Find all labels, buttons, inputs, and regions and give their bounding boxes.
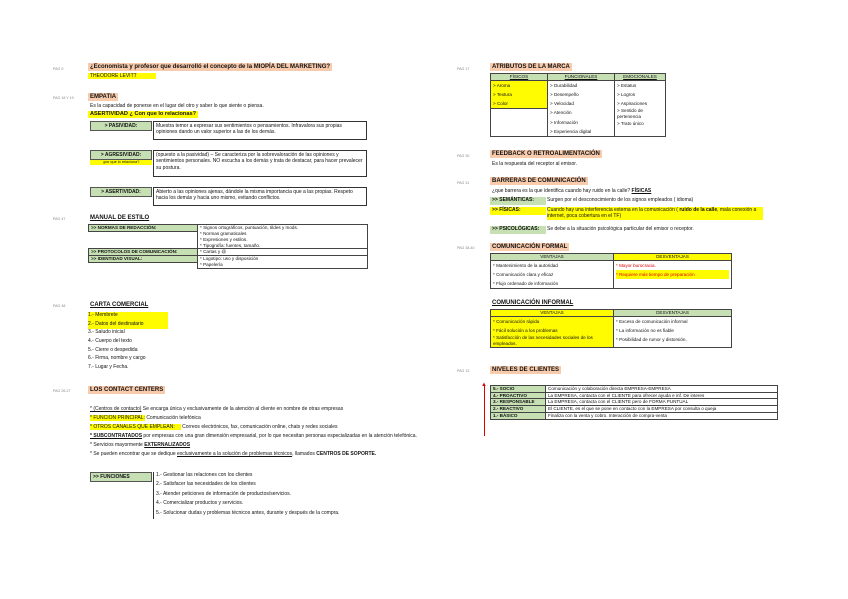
text: CENTROS DE SOPORTE.: [316, 451, 377, 457]
page-ref: PAG 13: [457, 369, 470, 373]
text: Cuando hay una interferencia externa en la comunicación (: [547, 207, 680, 213]
level-desc: La EMPRESA, contacta con el CLIENTE pero de FORMA PUNTUAL: [546, 399, 778, 406]
label-protocolos: >> PROTOCOLOS DE COMUNICACIÓN:: [89, 249, 198, 256]
text-asertividad: Abierto a las opiniones ajenas, dándole la misma importancia que a las propias. Respeto hacia los demás y hacia uno mismo, evitando conflictos.: [153, 187, 367, 206]
section-title: BARRERAS DE COMUNICACIÓN: [492, 178, 586, 184]
item: * Papelería: [198, 262, 368, 268]
item: > Atención: [550, 110, 572, 116]
list-item: 2.- Satisfacer las necesidades de los clientes: [156, 481, 256, 488]
section-title: NIVELES DE CLIENTES: [492, 367, 560, 373]
item: * Posibilidad de rumor y distorsión.: [616, 337, 687, 343]
header: FUNCIONALES: [548, 74, 615, 81]
feedback-text: Es la respuesta del receptor al emisor.: [492, 161, 578, 167]
arrow-up-icon: ▲: [481, 382, 487, 388]
item: * Comunicación clara y eficaz: [493, 271, 554, 277]
barriers-question: [492, 188, 651, 194]
item: > Trato único: [617, 121, 644, 127]
page-ref: PAG 31: [457, 181, 470, 185]
label-pasividad: > PASIVIDAD:: [90, 121, 152, 131]
header: VENTAJAS: [491, 310, 614, 317]
item: > Color: [493, 101, 508, 107]
cell: [615, 80, 666, 137]
list-item: 1.- Membrete: [88, 312, 168, 321]
item: * Satisfacción de las necesidades sociales de los empleados.: [493, 335, 593, 347]
list-item: 4.- Comercializar productos y servicios.: [156, 500, 244, 507]
item: > Experiencia digital: [550, 128, 592, 134]
label-psicologicas: >> PSICOLÓGICAS:: [490, 226, 546, 234]
item: * Exceso de comunicación informal: [616, 318, 688, 324]
section-title: ATRIBUTOS DE LA MARCA: [492, 64, 570, 70]
cc-line: [90, 415, 201, 421]
header: FÍSICOS: [491, 74, 548, 81]
section-title: COMUNICACIÓN INFORMAL: [492, 300, 574, 306]
text: * SUBCONTRATADOS: [90, 433, 143, 439]
level-desc: Finaliza con la venta y cobro. Interacción de compra-venta: [546, 412, 778, 419]
item: * La información no es fiable: [616, 327, 674, 333]
cell: [491, 316, 614, 347]
cell: [491, 260, 614, 289]
cc-line: [90, 433, 417, 439]
section-title: CARTA COMERCIAL: [90, 302, 149, 308]
text: , mala conexión a internet, poca cobertura en el TF): [547, 207, 757, 220]
list-item: 2.- Datos del destinatario: [88, 321, 168, 330]
label-agresividad: > AGRESIVIDAD:: [90, 150, 152, 160]
label-semanticas: >> SEMÁNTICAS:: [490, 197, 546, 205]
level-desc: La EMPRESA, contacta con el CLIENTE para ofrecer ayuda e inf. De interes: [546, 392, 778, 399]
page-ref: PAG 30: [457, 154, 470, 158]
list-item: 5.- Solucionar dudas y problemas técnicos antes, durante y después de la compra.: [156, 509, 340, 516]
item: > Velocidad: [550, 101, 574, 107]
label-fisicas: >> FÍSICAS:: [490, 207, 546, 215]
level-label: 2.- REACTIVO: [491, 406, 546, 413]
formal-comm-table: [490, 253, 732, 289]
item: * Flujo ordenado de información: [493, 281, 559, 287]
level-desc: El CLIENTE, es el que se pone en contacto con la EMPRESA por consulta o queja: [546, 406, 778, 413]
item: * Normas gramaticales: [198, 231, 368, 237]
list-item: 3.- Atender peticiones de información de productos/servicios.: [156, 490, 292, 497]
text-fisicas: [547, 207, 763, 220]
item: * Fácil solución a los problemas: [493, 327, 558, 333]
list-item: 1.- Gestionar las relaciones con los clientes: [156, 472, 253, 478]
text: exclusivamente a la solución de problemas técnicos: [177, 451, 293, 457]
item: > Estatus: [617, 82, 637, 88]
letter-parts-list: [88, 312, 168, 373]
header: VENTAJAS: [491, 254, 614, 261]
page-ref: PAG 47: [53, 217, 66, 221]
text: * Se pueden encontrar que se dedique: [90, 451, 178, 457]
cc-line: [90, 406, 343, 412]
item: * Expresiones y estilos.: [198, 237, 368, 243]
text: Correos electrónicos, fax, comunicación online, chats y redes sociales: [182, 424, 338, 430]
brand-attributes-table: [490, 73, 666, 137]
item: * Tipografía: fuentes, tamaño.: [198, 243, 368, 249]
section-title: LOS CONTACT CENTERS: [90, 387, 164, 393]
cc-line: [90, 442, 190, 448]
cell: [491, 80, 548, 109]
cell: [491, 109, 548, 137]
definition: Es la capacidad de ponerse en el lugar del otro y saber lo que siente o piensa.: [90, 103, 264, 109]
functions-list: [153, 472, 339, 519]
level-label: 5.- SOCIO: [491, 386, 546, 393]
text-pasividad: Muestra temor a expresar sus sentimientos o pensamientos. Infravalora sus propias opiniones dando un valor superior a las de los demás.: [153, 121, 367, 140]
text: * Servicios mayormente: [90, 442, 145, 448]
header: DESVENTAJAS: [614, 310, 732, 317]
page-ref: PAG 38-40: [457, 246, 475, 250]
item: > Aspiraciones: [617, 101, 648, 107]
text: Comunicación telefónica: [146, 415, 201, 421]
text: por empresas con una gran dimensión empresarial, por lo que necesitan personas especializadas en la atención telefónica.: [142, 433, 417, 439]
item: > Aroma: [493, 82, 511, 88]
text: Se encarga única y exclusivamente de la atención al cliente en nombre de otras empresas: [141, 406, 344, 412]
item: * Mantenimiento de la autoridad: [493, 262, 558, 268]
text: * OTROS CANALES QUE EMPLEAN:: [90, 424, 181, 430]
item: > Desempeño: [550, 91, 579, 97]
text: * (Centros de contacto): [90, 406, 142, 412]
text: ¿que barrera es la que identifica cuando hay ruido en la calle?: [492, 188, 632, 194]
page-ref: PAG 17: [457, 67, 470, 71]
subtitle: ASERTIVIDAD ¿ Con que lo relacionas?: [90, 111, 196, 117]
informal-comm-table: [490, 309, 732, 348]
text: FÍSICAS: [631, 188, 652, 194]
level-arrow: [484, 386, 485, 436]
section-title: EMPATIA: [90, 94, 117, 100]
cell: [614, 260, 732, 289]
client-levels-table: [490, 385, 778, 420]
text-agresividad: (opuesto a la pasividad) – Se caracteriza por la sobrevaloración de las opiniones y sentimientos personales. NO escucha a los demás y trata de destacar, para hacer prevalecer su postura.: [153, 150, 367, 177]
page-ref: PAG 9: [53, 67, 64, 71]
level-label: 4.- PROACTIVO: [491, 392, 546, 399]
label-identidad: >> IDENTIDAD VISUAL:: [89, 256, 198, 263]
section-title: MANUAL DE ESTILO: [90, 215, 150, 221]
item: > Información: [550, 119, 578, 125]
level-label: 3.- RESPONSABLE: [491, 399, 546, 406]
item: > Sentido de pertenencia: [617, 108, 643, 119]
label-asertividad: > ASERTIVIDAD:: [90, 187, 152, 197]
level-label: 1.- BÁSICO: [491, 412, 546, 419]
text: ruido de la calle: [679, 207, 718, 213]
item: * Logotipo: uso y disposición: [198, 256, 368, 263]
text-semanticas: Surgen por el desconocimiento de los signos empleados ( idioma): [547, 197, 694, 203]
header: EMOCIONALES: [615, 74, 666, 81]
text: , llamados: [292, 451, 317, 457]
text: EXTERNALIZADOS: [144, 442, 191, 448]
page-ref: PAG 26-27: [53, 389, 71, 393]
list-item: 5.- Cierre o despedida: [88, 346, 138, 353]
question-title: ¿Economista y profesor que desarrolló el concepto de la MIOPÍA DEL MARKETING?: [90, 64, 331, 70]
cell: [548, 80, 615, 137]
cc-line: [90, 451, 376, 457]
section-title: FEEDBACK O RETROALIMENTACIÓN: [492, 151, 600, 157]
style-table: [88, 224, 368, 269]
item: * Comunicación rápida: [493, 318, 540, 324]
list-item: 6.- Firma, nombre y cargo: [88, 355, 146, 362]
level-desc: Comunicación y colaboración directa EMPRESA-EMPRESA: [546, 386, 778, 393]
item: * Requiere más tiempo de preparación: [616, 270, 729, 279]
item: * Mayor burocracia.: [616, 262, 656, 268]
section-title: COMUNICACIÓN FORMAL: [492, 244, 568, 250]
item: > Durabilidad: [550, 82, 578, 88]
cell: [614, 316, 732, 347]
list-item: 4.- Cuerpo del texto: [88, 338, 132, 345]
page-ref: PAG 48: [53, 304, 66, 308]
label-funciones: >> FUNCIONES: [90, 472, 152, 482]
page-ref: PAG 18 Y 19: [53, 96, 74, 100]
item: > Textura: [493, 91, 512, 97]
answer: THEODORE LEVITT: [88, 73, 156, 79]
item: * Signos ortográficos, puntuación, tildes y mods.: [198, 225, 368, 232]
label-normas: >> NORMAS DE REDACCIÓN:: [89, 225, 198, 232]
item: > Logros: [617, 91, 636, 97]
header: DESVENTAJAS: [614, 254, 732, 261]
cc-line: [90, 424, 338, 430]
list-item: 7.- Lugar y Fecha.: [88, 364, 129, 371]
list-item: 3.- Saludo inicial: [88, 329, 125, 336]
item: * Cartas y @: [198, 249, 368, 256]
note: ¡por que lo relaciona?: [90, 160, 152, 165]
text-psicologicas: Se debe a la situación psicológica particular del emisor o receptor.: [547, 226, 694, 232]
text: * FUNCION PRINCIPAL:: [90, 415, 145, 421]
